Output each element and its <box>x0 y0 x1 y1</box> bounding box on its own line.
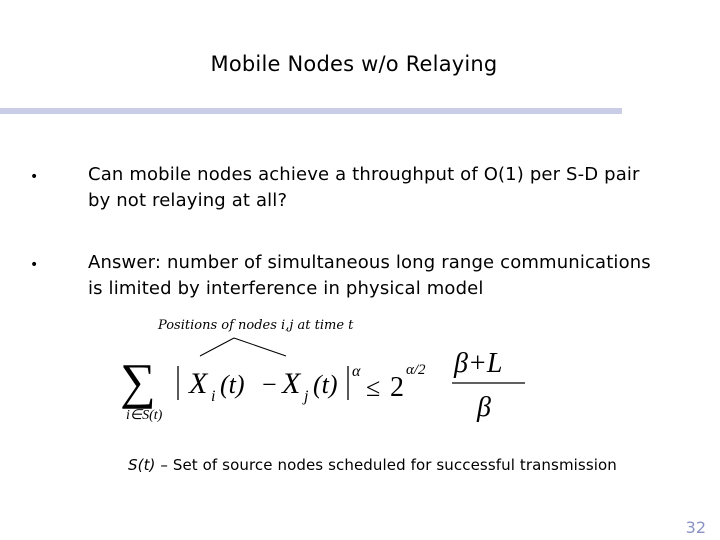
exponent-alpha-half: α/2 <box>406 362 426 378</box>
fraction-numerator: β+L <box>454 348 503 379</box>
bullet-line: is limited by interference in physical model <box>88 278 484 299</box>
definition-text: – Set of source nodes scheduled for successful transmission <box>155 456 617 474</box>
leq-sign: ≤ <box>366 373 381 402</box>
term-t: (t) <box>313 370 338 399</box>
slide-title: Mobile Nodes w/o Relaying <box>210 52 498 76</box>
sum-index: i∈S(t) <box>126 408 163 423</box>
page-number: 32 <box>685 518 706 537</box>
alpha-exponent: α <box>352 363 361 380</box>
term-j: j <box>304 388 309 405</box>
bullet-line: Can mobile nodes achieve a throughput of O(1) per S-D pair <box>88 164 640 185</box>
bullet-line: Answer: number of simultaneous long range communications <box>88 252 651 273</box>
bullet-text <box>88 250 718 302</box>
term-x: X <box>282 367 301 400</box>
bullet-dot-icon: • <box>30 169 39 185</box>
base-two: 2 <box>390 372 404 403</box>
title-underline-bar <box>0 108 622 114</box>
term-x: X <box>189 367 208 400</box>
interference-formula <box>110 328 550 433</box>
sum-symbol: ∑ <box>120 353 156 409</box>
annotation-pointer-right <box>234 338 286 356</box>
bullet-line: by not relaying at all? <box>88 190 288 211</box>
definition-symbol: S(t) <box>128 456 156 474</box>
minus-sign: − <box>262 370 277 399</box>
term-t: (t) <box>220 370 245 399</box>
formula-annotation: Positions of nodes i,j at time t <box>158 318 354 333</box>
term-i: i <box>211 388 216 405</box>
bullet-text <box>88 162 718 214</box>
bullet-dot-icon: • <box>30 257 39 273</box>
definition-line <box>128 456 617 474</box>
annotation-pointer-left <box>200 338 234 356</box>
fraction-denominator: β <box>477 392 491 423</box>
